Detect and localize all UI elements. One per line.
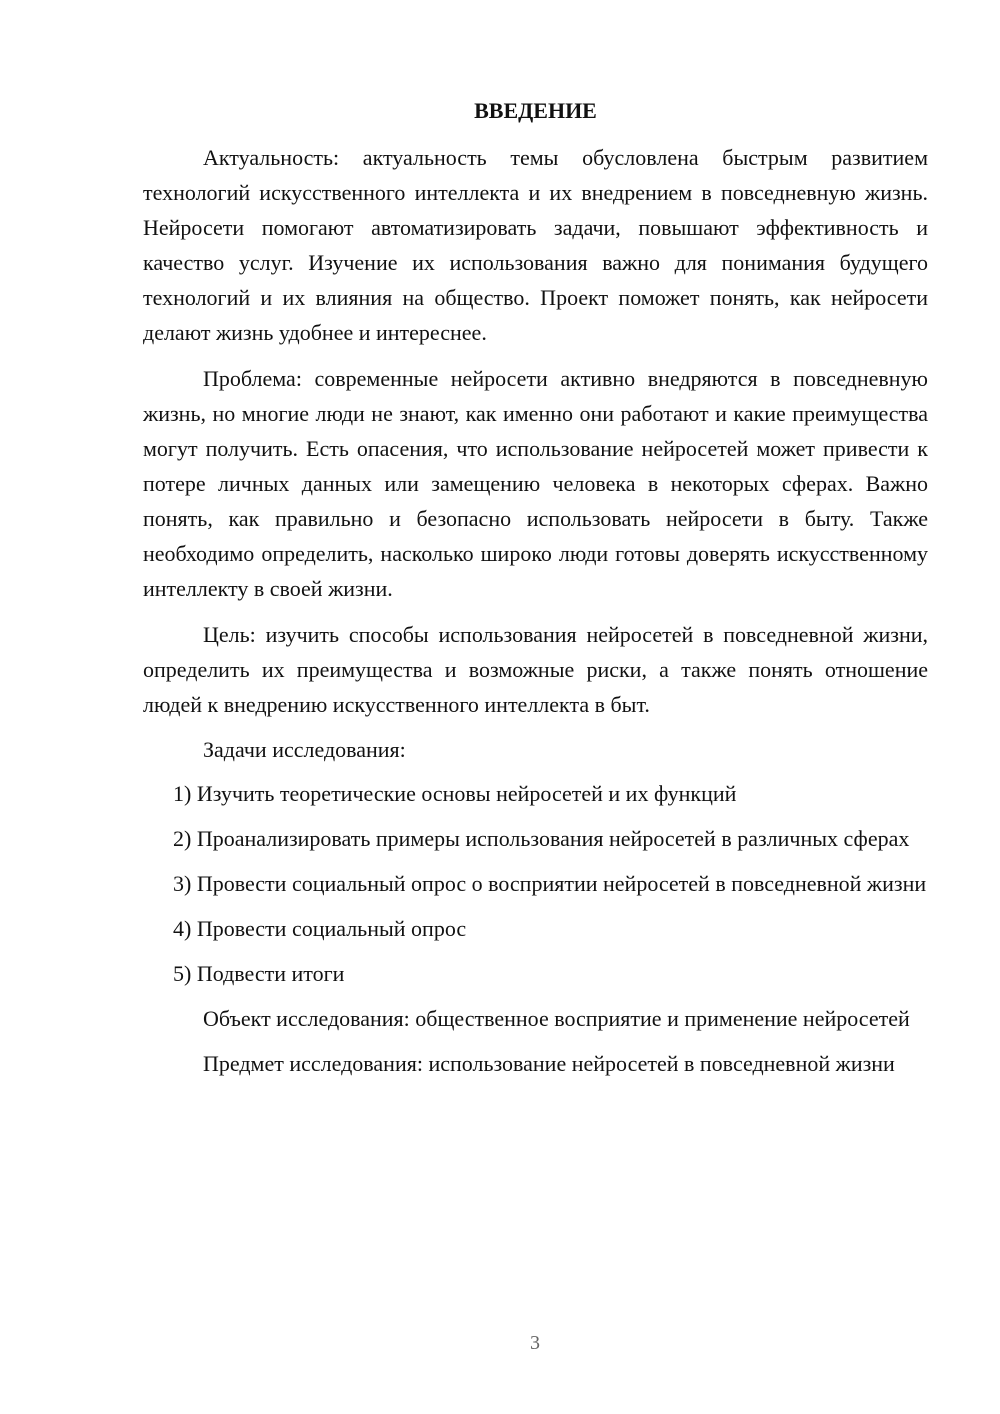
document-page	[143, 96, 928, 1081]
paragraph-object: Объект исследования: общественное восприятие и применение нейросетей	[203, 1006, 910, 1031]
task-item-4: 4) Провести социальный опрос	[173, 916, 467, 941]
paragraph-relevance: Актуальность: актуальность темы обусловлена быстрым развитием технологий искусственного интеллекта и их внедрением в повседневную жизнь. Нейросети помогают автоматизировать задачи, повышают эффективность и качество услуг. Изучение их использования важно для понимания будущего технологий и их влияния на общество. Проект поможет понять, как нейросети делают жизнь удобнее и интереснее.	[143, 145, 928, 345]
task-item-1: 1) Изучить теоретические основы нейросетей и их функций	[173, 781, 737, 806]
paragraph-subject: Предмет исследования: использование нейросетей в повседневной жизни	[203, 1051, 895, 1076]
paragraph-problem: Проблема: современные нейросети активно внедряются в повседневную жизнь, но многие люди не знают, как именно они работают и какие преимущества могут получить. Есть опасения, что использование нейросетей может привести к потере личных данных или замещению человека в некоторых сферах. Важно понять, как правильно и безопасно использовать нейросети в быту. Также необходимо определить, насколько широко люди готовы доверять искусственному интеллекту в своей жизни.	[143, 366, 928, 601]
task-item-3: 3) Провести социальный опрос о восприятии нейросетей в повседневной жизни	[173, 871, 927, 896]
tasks-heading: Задачи исследования:	[203, 737, 406, 762]
task-item-2: 2) Проанализировать примеры использования нейросетей в различных сферах	[173, 826, 910, 851]
paragraph-goal: Цель: изучить способы использования нейросетей в повседневной жизни, определить их преимущества и возможные риски, а также понять отношение людей к внедрению искусственного интеллекта в быт.	[143, 622, 928, 717]
section-title: ВВЕДЕНИЕ	[474, 98, 597, 123]
page-number: 3	[530, 1332, 540, 1354]
task-item-5: 5) Подвести итоги	[173, 961, 345, 986]
